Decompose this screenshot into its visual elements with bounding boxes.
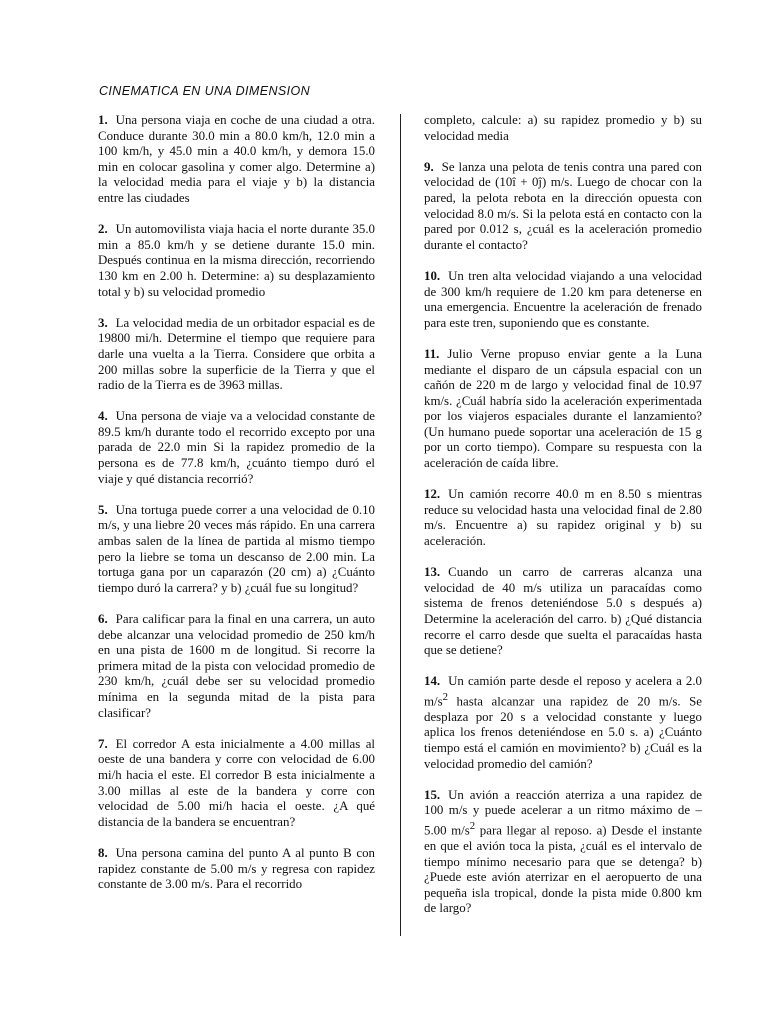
- problem-2: [98, 222, 375, 300]
- problem-text: hasta alcanzar una rapidez de 20 m/s. Se desplaza por 20 s a velocidad constante y luego aplica los frenos deteniéndose en 5.0 s. a) ¿Cuánto tiempo está el camión en movimiento? b) ¿Cuál es la velocidad promedio del camión?: [424, 694, 702, 771]
- problem-3: [98, 316, 375, 394]
- problem-text: Un automovilista viaja hacia el norte durante 35.0 min a 85.0 km/h y se detiene durante 15.0 min. Después continua en la misma dirección, recorriendo 130 km en 2.00 h. Determine: a) su desplazamiento total y b) su velocidad promedio: [98, 222, 375, 299]
- column-divider: [400, 114, 401, 936]
- problem-text: Una tortuga puede correr a una velocidad de 0.10 m/s, y una liebre 20 veces más rápido. En una carrera ambas salen de la línea de partida al mismo tiempo pero la liebre se toma un descanso de 2.00 min. La tortuga gana por un caparazón (20 cm) a) ¿Cuánto tiempo duró la carrera? y b) ¿cuál fue su longitud?: [98, 502, 375, 595]
- problem-number: 1.: [98, 113, 108, 127]
- problem-7: [98, 737, 375, 831]
- problem-8: [98, 846, 375, 893]
- problem-text: Julio Verne propuso enviar gente a la Luna mediante el disparo de un cápsula espacial con un cañón de 220 m de largo y velocidad final de 10.97 km/s. ¿Cuál habría sido la aceleración experimentada por los viajeros espaciales durante el lanzamiento? (Un humano puede soportar una aceleración de 15 g por un corto tiempo). Compare su respuesta con la aceleración de caída libre.: [424, 346, 702, 471]
- problem-text: completo, calcule: a) su rapidez promedio y b) su velocidad media: [424, 113, 702, 143]
- problem-text: Una persona camina del punto A al punto B con rapidez constante de 5.00 m/s y regresa con rapidez constante de 3.00 m/s. Para el recorrido: [98, 845, 375, 892]
- problem-text: La velocidad media de un orbitador espacial es de 19800 mi/h. Determine el tiempo que requiere para darle una vuelta a la Tierra. Considere que orbita a 200 millas sobre la superficie de la Tierra y que el radio de la Tierra es de 3963 millas.: [98, 315, 375, 393]
- problem-4: [98, 409, 375, 487]
- problem-number: 10.: [424, 268, 441, 283]
- problem-12: [424, 487, 702, 549]
- problem-13: [424, 565, 702, 659]
- problem-8-continued: [424, 113, 702, 144]
- problem-10: [424, 269, 702, 331]
- problem-text: Se lanza una pelota de tenis contra una pared con velocidad de (10î + 0ĵ) m/s. Luego de chocar con la pared, la pelota rebota en la dirección opuesta con velocidad 8.0 m/s. Si la pelota está en contacto con la pared por 0.012 s, ¿cuál es la aceleración promedio durante el contacto?: [424, 159, 702, 252]
- problem-number: 7.: [98, 736, 108, 751]
- page-title: CINEMATICA EN UNA DIMENSION: [99, 84, 311, 98]
- problem-number: 5.: [98, 502, 108, 517]
- problem-text: Una persona de viaje va a velocidad constante de 89.5 km/h durante todo el recorrido excepto por una parada de 22.0 min Si la rapidez promedio de la persona es de 77.8 km/h, ¿cuánto tiempo duró el viaje y qué distancia recorrió?: [98, 409, 375, 486]
- problem-text: Un camión parte desde el reposo y acelera a 2.0 m/s: [424, 674, 702, 709]
- problem-15: [424, 788, 702, 917]
- problem-number: 12.: [424, 487, 441, 502]
- problem-5: [98, 503, 375, 597]
- superscript: 2: [442, 690, 448, 703]
- problem-number: 15.: [424, 787, 441, 802]
- problem-number: 11.: [424, 346, 440, 361]
- problem-6: [98, 612, 375, 721]
- problem-number: 13.: [424, 565, 441, 580]
- problem-9: [424, 160, 702, 254]
- problem-number: 8.: [98, 845, 108, 860]
- problem-text: Cuando un carro de carreras alcanza una velocidad de 40 m/s utiliza un paracaídas como sistema de frenos deteniéndose 5.0 s después a) Determine la aceleración del carro. b) ¿Qué distancia recorre el carro desde que suelta el paracaídas hasta que se detiene?: [424, 565, 702, 658]
- problem-text: Una persona viaja en coche de una ciudad a otra. Conduce durante 30.0 min a 80.0 km/h, 12.0 min a 100 km/h, y 45.0 min a 40.0 km/h, y demora 15.0 min en colocar gasolina y comer algo. Determine a) la velocidad media para el viaje y b) la distancia entre las ciudades: [98, 113, 375, 205]
- problem-text: Un avión a reacción aterriza a una rapidez de 100 m/s y puede acelerar a un ritmo máximo de – 5.00 m/s: [424, 787, 702, 838]
- problem-number: 6.: [98, 612, 108, 626]
- problem-text: Para calificar para la final en una carrera, un auto debe alcanzar una velocidad promedio de 250 km/h en una pista de 1600 m de longitud. Si recorre la primera mitad de la pista con velocidad promedio de 230 km/h, ¿cuál debe ser su velocidad promedio mínima en la segunda mitad de la pista para clasificar?: [98, 612, 375, 720]
- left-column: [98, 113, 375, 908]
- problem-1: [98, 113, 375, 207]
- problem-text: para llegar al reposo. a) Desde el instante en que el avión toca la pista, ¿cuál es el intervalo de tiempo mínimo necesario para que se detenga? b) ¿Puede este avión aterrizar en el aeropuerto de una pequeña isla tropical, donde la pista mide 0.800 km de largo?: [424, 823, 703, 916]
- problem-number: 2.: [98, 222, 108, 237]
- problem-number: 9.: [424, 159, 434, 174]
- problem-text: Un camión recorre 40.0 m en 8.50 s mientras reduce su velocidad hasta una velocidad final de 2.80 m/s. Encuentre a) su rapidez original y b) su aceleración.: [424, 487, 702, 549]
- superscript: 2: [469, 820, 476, 833]
- problem-14: [424, 674, 702, 772]
- problem-number: 4.: [98, 409, 108, 424]
- problem-text: El corredor A esta inicialmente a 4.00 millas al oeste de una bandera y corre con velocidad de 6.00 mi/h hacia el este. El corredor B esta inicialmente a 3.00 millas al este de la bandera y corre con velocidad de 5.00 mi/h hacia el oeste. ¿A qué distancia de la bandera se encuentran?: [98, 736, 375, 829]
- problem-text: Un tren alta velocidad viajando a una velocidad de 300 km/h requiere de 1.20 km para detenerse en una emergencia. Encuentre la aceleración de frenado para este tren, suponiendo que es constante.: [424, 268, 702, 330]
- problem-11: [424, 347, 702, 472]
- problem-number: 14.: [424, 674, 441, 689]
- problem-number: 3.: [98, 315, 108, 330]
- right-column: [424, 113, 702, 932]
